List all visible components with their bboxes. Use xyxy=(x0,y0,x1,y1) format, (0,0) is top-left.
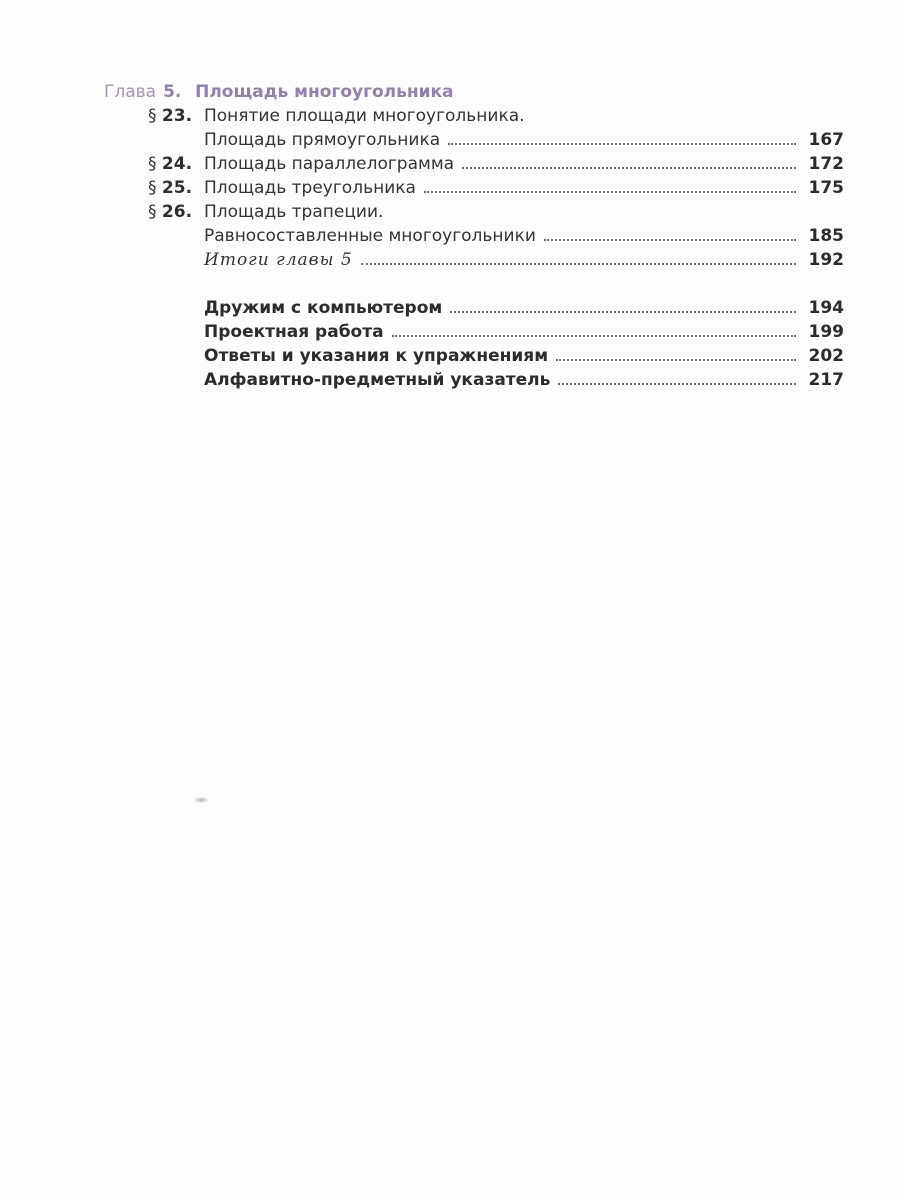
dot-leader xyxy=(448,143,796,145)
chapter-word: Глава xyxy=(104,82,157,102)
toc-entry-text: Площадь треугольника xyxy=(204,178,416,198)
toc-entry-text: Понятие площади многоугольника. xyxy=(204,106,525,126)
toc-entry-text: Проектная работа xyxy=(204,322,384,342)
section-marker: § 26. xyxy=(148,202,193,222)
toc-entry-23-line2 xyxy=(148,126,844,150)
toc-page-number: 194 xyxy=(808,298,844,318)
toc-page-number: 202 xyxy=(808,346,844,366)
dot-leader xyxy=(558,383,796,385)
dot-leader xyxy=(462,167,796,169)
toc-appendix-index xyxy=(148,366,844,390)
toc-entry-26-line1 xyxy=(148,198,844,222)
toc-entry-text: Итоги главы 5 xyxy=(204,250,353,270)
toc-entry-text: Площадь параллелограмма xyxy=(204,154,455,174)
toc-page-number: 199 xyxy=(808,322,844,342)
section-marker: § 23. xyxy=(148,106,193,126)
dot-leader xyxy=(556,359,796,361)
toc-entry-text: Ответы и указания к упражнениям xyxy=(204,346,549,366)
dot-leader xyxy=(544,239,796,241)
dot-leader xyxy=(361,263,796,265)
toc-page-number: 167 xyxy=(808,130,844,150)
toc-entry-24 xyxy=(148,150,844,174)
toc-page-number: 172 xyxy=(808,154,844,174)
toc-appendix-project xyxy=(148,318,844,342)
dot-leader xyxy=(392,335,796,337)
toc-appendix-answers xyxy=(148,342,844,366)
toc-entry-25 xyxy=(148,174,844,198)
toc-entry-text: Равносоставленные многоугольники xyxy=(204,226,536,246)
toc-page-number: 192 xyxy=(808,250,844,270)
toc-page-number: 185 xyxy=(808,226,844,246)
toc-entry-26-line2 xyxy=(148,222,844,246)
toc-entry-chapter-summary xyxy=(148,246,844,270)
toc-entry-text: Алфавитно-предметный указатель xyxy=(204,370,551,390)
toc-appendix-computer xyxy=(148,294,844,318)
toc-entry-23-line1 xyxy=(148,102,844,126)
dot-leader xyxy=(424,191,796,193)
chapter-number: 5. xyxy=(163,82,182,102)
toc-page-number: 217 xyxy=(808,370,844,390)
chapter-title: Площадь многоугольника xyxy=(195,82,454,102)
toc-entry-text: Площадь прямоугольника xyxy=(204,130,441,150)
toc-page-number: 175 xyxy=(808,178,844,198)
section-marker: § 25. xyxy=(148,178,193,198)
paper-smudge xyxy=(194,797,208,803)
dot-leader xyxy=(450,311,796,313)
toc-entry-text: Площадь трапеции. xyxy=(204,202,384,222)
toc-entry-text: Дружим с компьютером xyxy=(204,298,443,318)
section-marker: § 24. xyxy=(148,154,193,174)
